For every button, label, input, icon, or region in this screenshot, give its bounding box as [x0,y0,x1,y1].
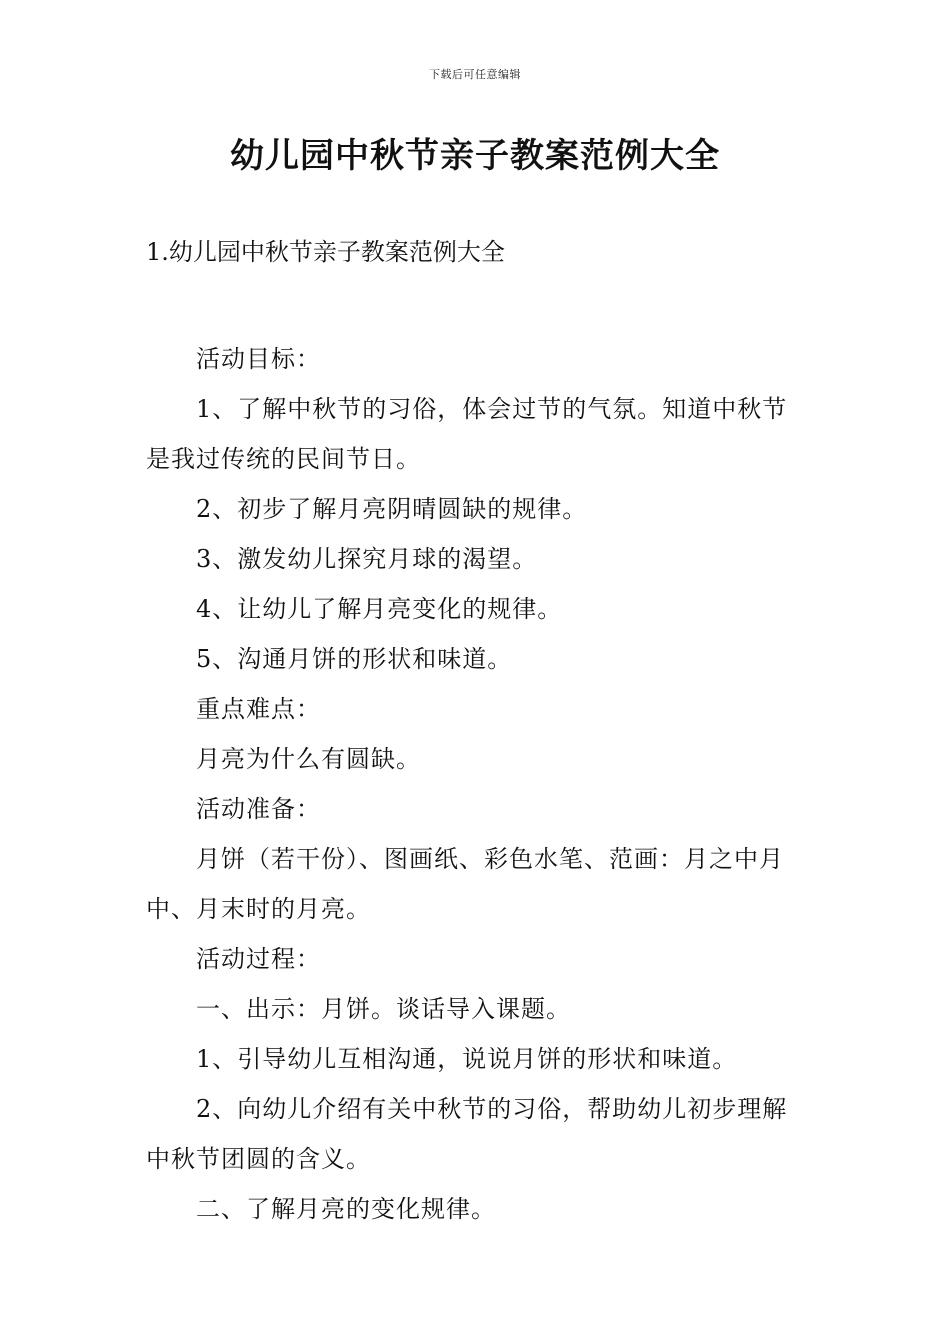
paragraph-key-points: 月亮为什么有圆缺。 [196,745,421,773]
document-title: 幼儿园中秋节亲子教案范例大全 [230,136,720,176]
paragraph-goal-5: 5、沟通月饼的形状和味道。 [196,645,513,673]
paragraph-goal-2: 2、初步了解月亮阴晴圆缺的规律。 [196,495,588,523]
paragraph-step-one-2: 2、向幼儿介绍有关中秋节的习俗，帮助幼儿初步理解中秋节团圆的含义。 [146,1095,788,1173]
paragraph-step-one: 一、出示：月饼。谈话导入课题。 [196,995,571,1023]
paragraph-step-two: 二、了解月亮的变化规律。 [196,1195,496,1223]
paragraph-preparation-heading: 活动准备： [196,795,321,823]
paragraph-goal-1: 1、了解中秋节的习俗，体会过节的气氛。知道中秋节是我过传统的民间节日。 [146,395,788,473]
paragraph-goal-3: 3、激发幼儿探究月球的渴望。 [196,545,538,573]
paragraph-goal-4: 4、让幼儿了解月亮变化的规律。 [196,595,563,623]
paragraph-preparation: 月饼（若干份）、图画纸、彩色水笔、范画：月之中月中、月末时的月亮。 [146,845,784,923]
paragraph-activity-goals-heading: 活动目标： [196,345,321,373]
section-heading: 1.幼儿园中秋节亲子教案范例大全 [146,238,505,266]
paragraph-process-heading: 活动过程： [196,945,321,973]
header-note: 下载后可任意编辑 [429,68,521,81]
document-body [146,334,808,1234]
paragraph-step-one-1: 1、引导幼儿互相沟通，说说月饼的形状和味道。 [196,1045,738,1073]
paragraph-key-points-heading: 重点难点： [196,695,321,723]
